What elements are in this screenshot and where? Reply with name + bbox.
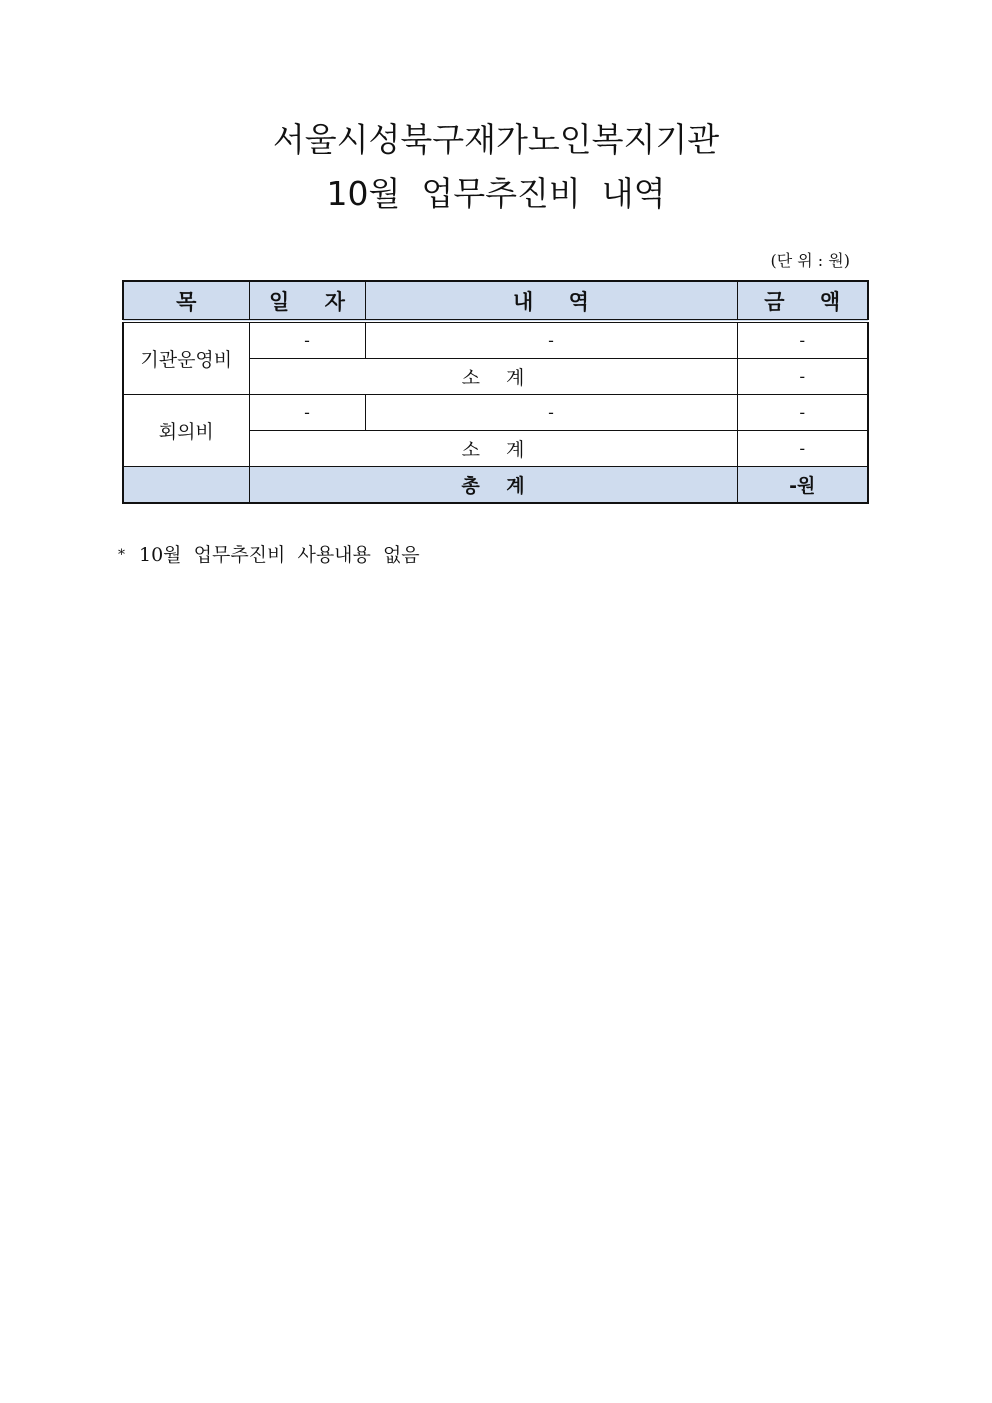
- footnote: [118, 540, 420, 567]
- amount-cell: -: [737, 395, 868, 431]
- total-row: [123, 467, 868, 504]
- details-cell: -: [365, 321, 737, 359]
- header-category: 목: [123, 281, 249, 321]
- footnote-text: 10월 업무추진비 사용내용 없음: [139, 544, 420, 566]
- category-cell: 회의비: [123, 395, 249, 467]
- expense-table: [122, 280, 869, 504]
- table-header-row: [123, 281, 868, 321]
- details-cell: -: [365, 395, 737, 431]
- amount-cell: -: [737, 321, 868, 359]
- total-amount: -원: [737, 467, 868, 504]
- unit-label: (단 위 : 원): [770, 251, 850, 270]
- document-title: 서울시성북구재가노인복지기관: [272, 120, 720, 159]
- date-cell: -: [249, 321, 365, 359]
- subtotal-amount: -: [737, 359, 868, 395]
- table-row: [123, 321, 868, 359]
- document-subtitle: 10월 업무추진비 내역: [326, 174, 666, 213]
- table-row: [123, 395, 868, 431]
- total-label: 총 계: [249, 467, 737, 504]
- subtotal-amount: -: [737, 431, 868, 467]
- header-amount: 금 액: [737, 281, 868, 321]
- header-details: 내 역: [365, 281, 737, 321]
- subtotal-label: 소 계: [249, 431, 737, 467]
- footnote-marker: *: [118, 547, 125, 563]
- subtotal-label: 소 계: [249, 359, 737, 395]
- date-cell: -: [249, 395, 365, 431]
- header-date: 일 자: [249, 281, 365, 321]
- total-category-cell: [123, 467, 249, 504]
- category-cell: 기관운영비: [123, 321, 249, 395]
